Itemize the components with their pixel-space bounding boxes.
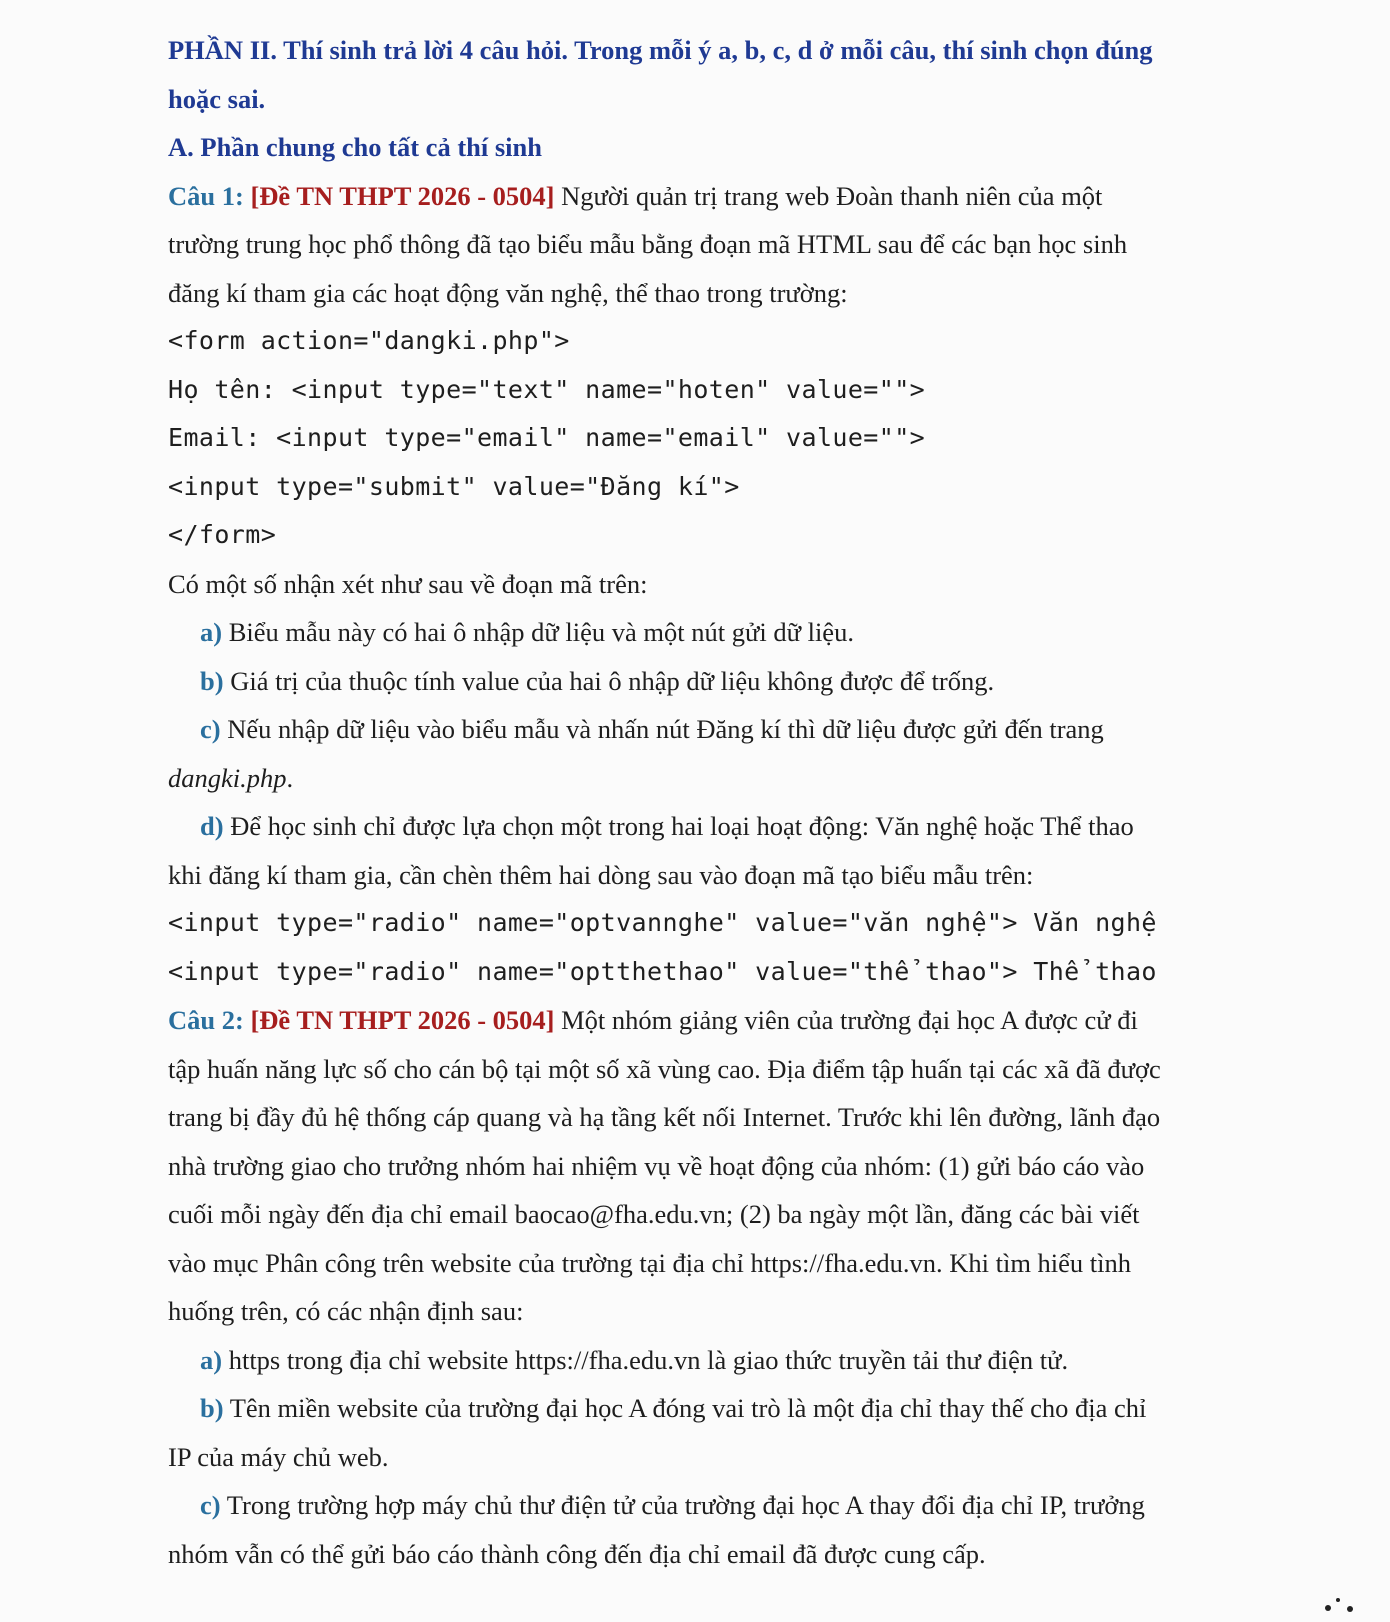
- q1-d-code-line: <input type="radio" name="optthethao" value="thể thao"> Thể thao: [168, 956, 1157, 986]
- option-label: a): [200, 1344, 223, 1375]
- q1-option-a: [168, 608, 1248, 657]
- q1-option-d-cont: khi đăng kí tham gia, cần chèn thêm hai dòng sau vào đoạn mã tạo biểu mẫu trên:: [168, 859, 1034, 890]
- option-text: Giá trị của thuộc tính value của hai ô nhập dữ liệu không được để trống.: [223, 665, 995, 696]
- option-text: Tên miền website của trường đại học A đóng vai trò là một địa chỉ thay thế cho địa chỉ: [223, 1393, 1147, 1423]
- q2-stem-line: tập huấn năng lực số cho cán bộ tại một số xã vùng cao. Địa điểm tập huấn tại các xã đã được: [168, 1053, 1161, 1084]
- section-title-cont: hoặc sai.: [168, 83, 266, 114]
- q1-code-line: <input type="submit" value="Đăng kí">: [168, 471, 740, 501]
- option-label: d): [200, 811, 224, 841]
- q2-stem-line: cuối mỗi ngày đến địa chỉ email baocao@fha.edu.vn; (2) ba ngày một lần, đăng các bài viết: [168, 1199, 1140, 1229]
- q1-stem-text: Người quản trị trang web Đoàn thanh niên của một: [554, 180, 1103, 211]
- q1-code-line: </form>: [168, 520, 277, 549]
- section-subtitle: A. Phần chung cho tất cả thí sinh: [168, 132, 543, 162]
- q2-label: Câu 2:: [168, 1005, 244, 1035]
- option-text: Nếu nhập dữ liệu vào biểu mẫu và nhấn nút Đăng kí thì dữ liệu được gửi đến trang: [220, 714, 1104, 744]
- q2-stem-line: huống trên, có các nhận định sau:: [168, 1296, 524, 1326]
- q1-stem: [168, 172, 1248, 221]
- q1-intro: Có một số nhận xét như sau về đoạn mã trên:: [168, 568, 648, 599]
- option-text: Trong trường hợp máy chủ thư điện tử của trường đại học A thay đổi địa chỉ IP, trưởng: [220, 1490, 1145, 1520]
- exam-page: [168, 26, 1248, 1578]
- q1-code-line: <form action="dangki.php">: [168, 326, 570, 355]
- q1-d-code-line: <input type="radio" name="optvannghe" value="văn nghệ"> Văn nghệ: [168, 908, 1157, 937]
- q2-option-a: [168, 1336, 1248, 1385]
- q2-stem-line: vào mục Phân công trên website của trường tại địa chỉ https://fha.edu.vn. Khi tìm hiểu tình: [168, 1247, 1132, 1278]
- q2-option-b: [168, 1384, 1248, 1433]
- q2-stem: [168, 996, 1248, 1045]
- q1-stem-line: trường trung học phổ thông đã tạo biểu mẫu bằng đoạn mã HTML sau để các bạn học sinh: [168, 229, 1128, 259]
- option-text: https trong địa chỉ website https://fha.edu.vn là giao thức truyền tải thư điện tử.: [222, 1344, 1069, 1375]
- q2-source: [Đề TN THPT 2026 - 0504]: [250, 1005, 555, 1035]
- q2-option-c: [168, 1481, 1248, 1530]
- option-label: b): [200, 665, 224, 696]
- q1-source: [Đề TN THPT 2026 - 0504]: [250, 180, 555, 211]
- q1-label: Câu 1:: [168, 180, 244, 211]
- q1-option-b: [168, 657, 1248, 706]
- q1-code-line: Họ tên: <input type="text" name="hoten" value="">: [168, 374, 926, 404]
- filename: dangki.php: [168, 762, 287, 793]
- q2-stem-line: nhà trường giao cho trưởng nhóm hai nhiệm vụ về hoạt động của nhóm: (1) gửi báo cáo vào: [168, 1150, 1145, 1181]
- section-title: PHẦN II. Thí sinh trả lời 4 câu hỏi. Trong mỗi ý a, b, c, d ở mỗi câu, thí sinh chọn đúng: [168, 35, 1153, 65]
- q2-option-b-cont: IP của máy chủ web.: [168, 1441, 389, 1472]
- q2-stem-line: trang bị đầy đủ hệ thống cáp quang và hạ tầng kết nối Internet. Trước khi lên đường, lãnh đạo: [168, 1102, 1161, 1132]
- q1-code-line: Email: <input type="email" name="email" value="">: [168, 423, 926, 452]
- q1-option-d: [168, 802, 1248, 851]
- q1-option-c: [168, 705, 1248, 754]
- option-text: Để học sinh chỉ được lựa chọn một trong hai loại hoạt động: Văn nghệ hoặc Thể thao: [223, 811, 1134, 841]
- option-label: c): [200, 1490, 221, 1520]
- option-label: b): [200, 1393, 224, 1423]
- option-label: a): [200, 617, 223, 647]
- decorative-mark-icon: [1320, 1592, 1360, 1614]
- q1-stem-line: đăng kí tham gia các hoạt động văn nghệ, thể thao trong trường:: [168, 277, 848, 308]
- q2-stem-text: Một nhóm giảng viên của trường đại học A được cử đi: [554, 1005, 1138, 1035]
- q2-option-c-cont: nhóm vẫn có thể gửi báo cáo thành công đến địa chỉ email đã được cung cấp.: [168, 1538, 986, 1569]
- option-label: c): [200, 714, 221, 744]
- q1-option-c-cont: [168, 754, 1248, 803]
- option-text: Biểu mẫu này có hai ô nhập dữ liệu và một nút gửi dữ liệu.: [222, 617, 854, 647]
- period: .: [286, 762, 294, 793]
